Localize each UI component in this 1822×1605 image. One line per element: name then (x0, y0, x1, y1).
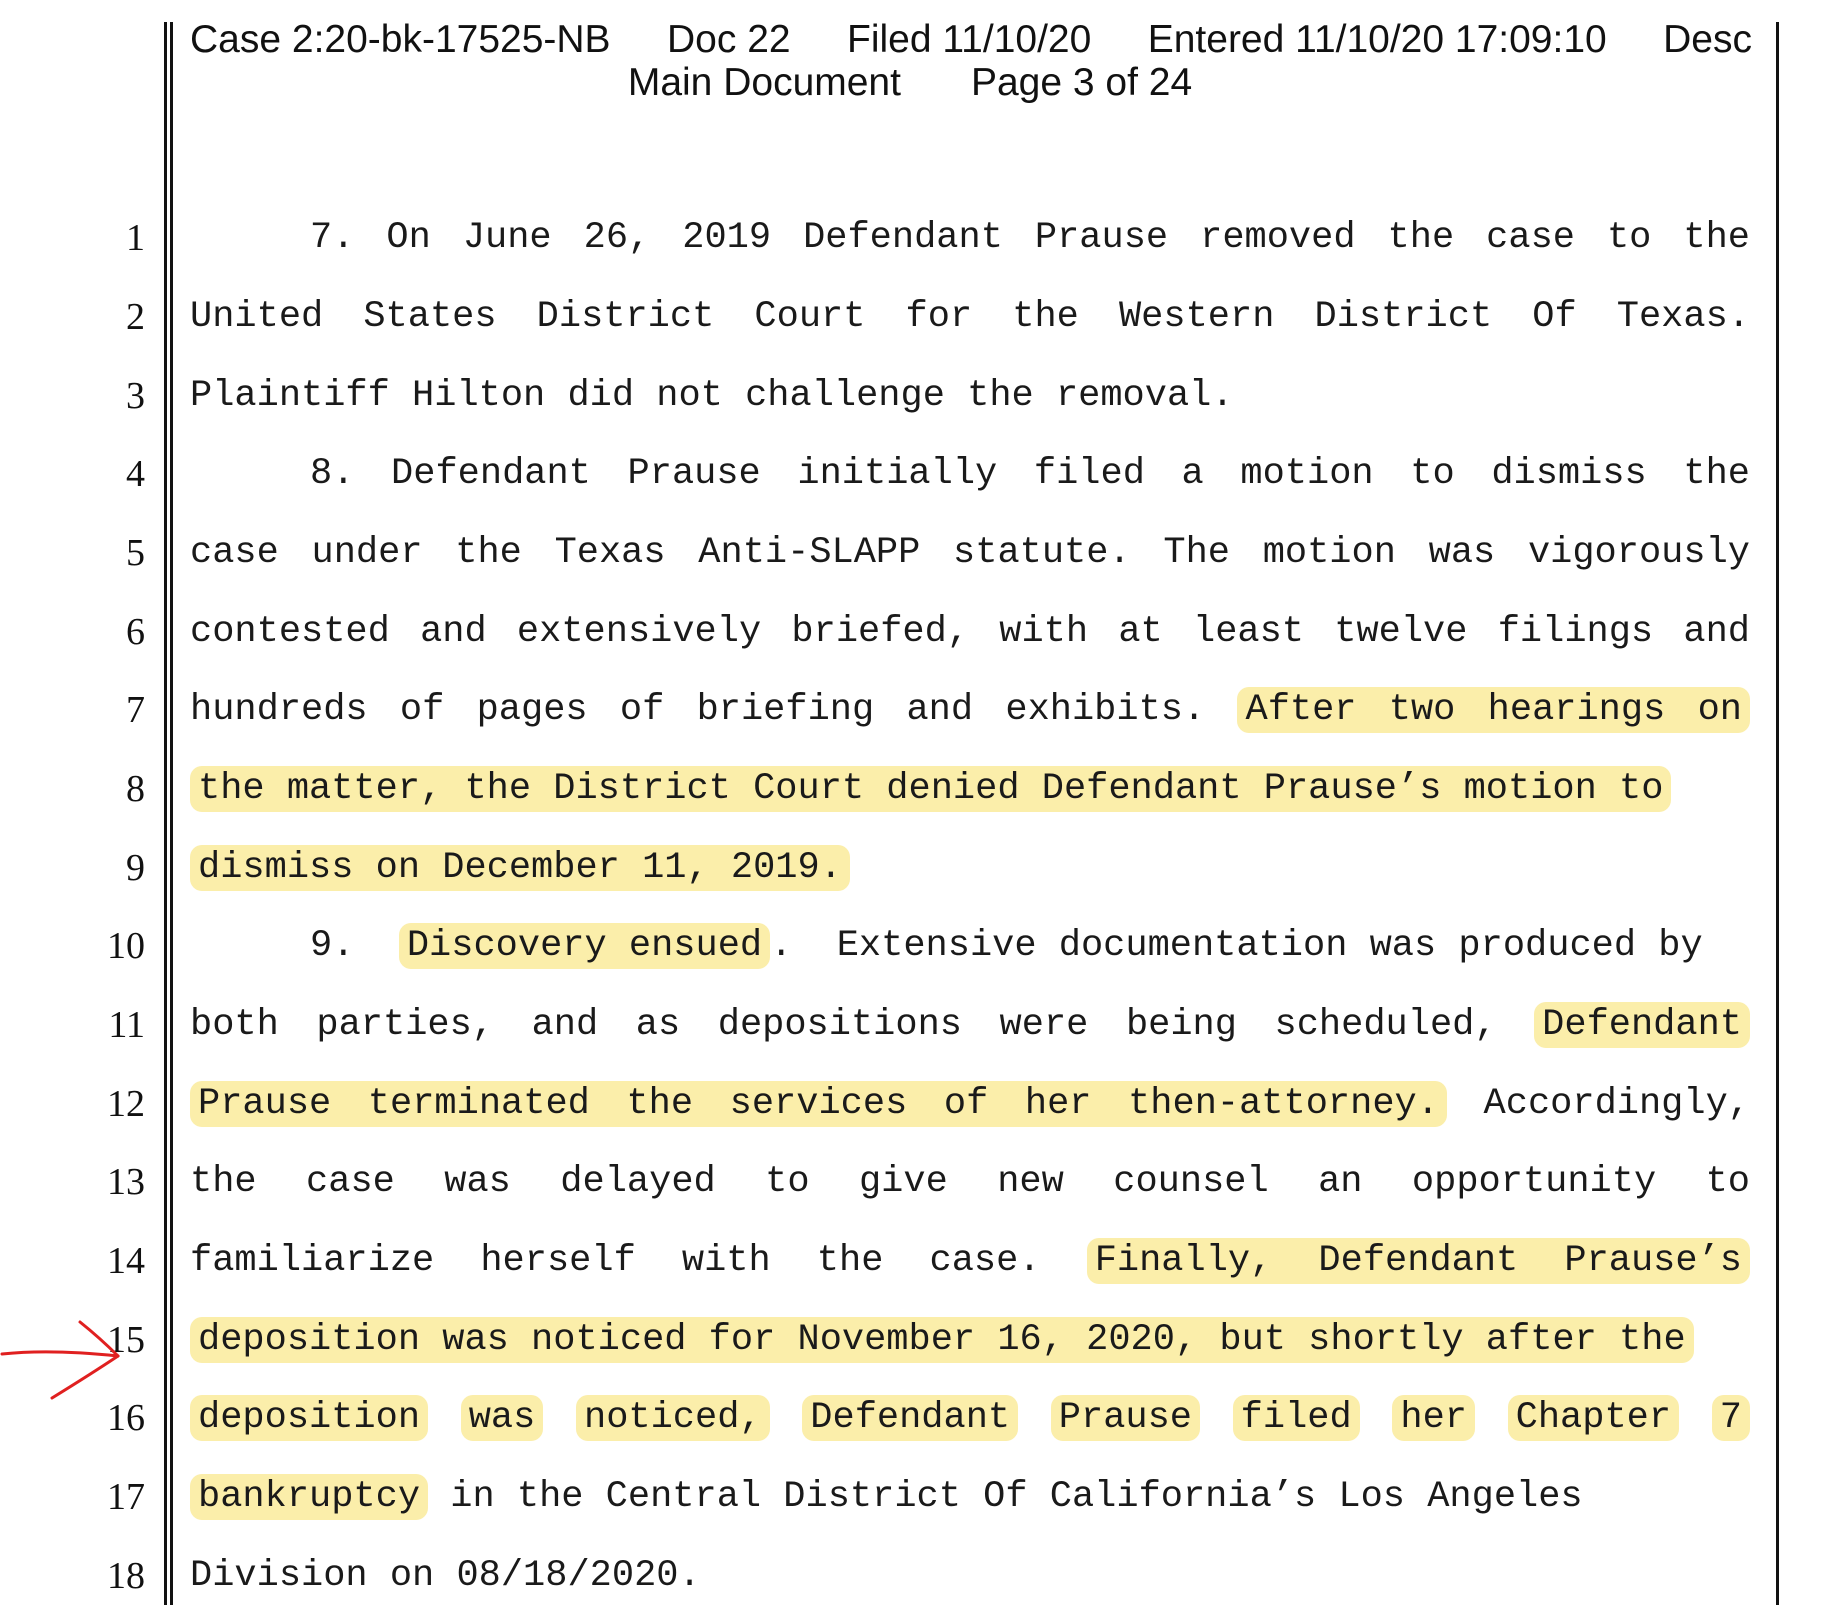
line-number: 13 (107, 1161, 145, 1203)
text-segment: in the Central District Of California’s Los Angeles (428, 1476, 1583, 1518)
line-number: 11 (108, 1004, 145, 1046)
text-line-1: 7. On June 26, 2019 Defendant Prause removed the case to the (310, 217, 1750, 259)
left-margin-rule-inner (170, 22, 173, 1605)
text-line-8 (190, 767, 1750, 811)
text-segment: both parties, and as depositions were being scheduled, (190, 1004, 1497, 1046)
text-segment: hundreds of pages of briefing and exhibits. (190, 689, 1206, 731)
highlighted-text: After two hearings on (1237, 687, 1750, 733)
highlighted-word: 7 (1712, 1395, 1750, 1441)
line-number: 15 (107, 1319, 145, 1361)
text-line-17 (190, 1475, 1750, 1519)
entered-date: Entered 11/10/20 17:09:10 (1147, 18, 1607, 61)
highlighted-word: Defendant (802, 1395, 1018, 1441)
doc-number: Doc 22 (667, 18, 791, 61)
highlighted-word: filed (1233, 1395, 1360, 1441)
highlighted-word: her (1392, 1395, 1475, 1441)
text-line-3: Plaintiff Hilton did not challenge the removal. (190, 375, 1234, 417)
highlighted-text: the matter, the District Court denied Defendant Prause’s motion to (190, 766, 1671, 812)
text-segment: . Extensive documentation was produced by (770, 925, 1703, 967)
line-number: 1 (126, 217, 145, 259)
ecf-header-row-2 (190, 61, 1770, 104)
text-line-18: Division on 08/18/2020. (190, 1555, 701, 1597)
text-line-4: 8. Defendant Prause initially filed a motion to dismiss the (310, 453, 1750, 495)
highlighted-text: Discovery ensued (399, 923, 770, 969)
line-number: 9 (126, 847, 145, 889)
text-segment: familiarize herself with the case. (190, 1240, 1041, 1282)
line-number: 4 (126, 453, 145, 495)
highlighted-text: deposition was noticed for November 16, 2020, but shortly after the (190, 1317, 1694, 1363)
text-line-10 (190, 924, 1750, 968)
line-number: 10 (107, 925, 145, 967)
main-document-label: Main Document (627, 61, 901, 104)
text-line-11 (190, 1003, 1750, 1047)
line-number: 17 (107, 1476, 145, 1518)
line-number: 3 (126, 375, 145, 417)
case-number: Case 2:20-bk-17525-NB (190, 18, 611, 61)
left-margin-rule (164, 22, 167, 1605)
highlighted-text: dismiss on December 11, 2019. (190, 845, 850, 891)
line-number: 5 (126, 532, 145, 574)
line-number: 2 (126, 296, 145, 338)
line-number: 14 (107, 1240, 145, 1282)
line-number: 7 (126, 689, 145, 731)
right-margin-rule (1776, 22, 1779, 1605)
ecf-header-row-1 (190, 18, 1770, 61)
text-line-6: contested and extensively briefed, with at least twelve filings and (190, 611, 1750, 653)
highlighted-word: was (461, 1395, 544, 1441)
line-number: 8 (126, 768, 145, 810)
highlighted-text: bankruptcy (190, 1474, 428, 1520)
text-line-7 (190, 688, 1750, 732)
text-line-5: case under the Texas Anti-SLAPP statute. The motion was vigorously (190, 532, 1750, 574)
text-line-2: United States District Court for the Western District Of Texas. (190, 296, 1750, 338)
highlighted-word: deposition (190, 1395, 428, 1441)
highlighted-word: noticed, (576, 1395, 770, 1441)
desc-label: Desc (1663, 18, 1752, 61)
line-number: 16 (107, 1397, 145, 1439)
filed-date: Filed 11/10/20 (847, 18, 1092, 61)
line-number: 6 (126, 611, 145, 653)
highlighted-word: Prause (1051, 1395, 1200, 1441)
line-number: 12 (107, 1083, 145, 1125)
highlighted-word: Chapter (1508, 1395, 1679, 1441)
line-number: 18 (107, 1555, 145, 1597)
highlighted-text: Defendant (1534, 1002, 1750, 1048)
highlighted-text: Prause terminated the services of her then-attorney. (190, 1081, 1447, 1127)
text-line-9 (190, 846, 1750, 890)
text-line-15 (190, 1318, 1750, 1362)
highlighted-text: Finally, Defendant Prause’s (1087, 1238, 1750, 1284)
text-line-16 (190, 1396, 1750, 1440)
text-line-14 (190, 1239, 1750, 1283)
ecf-header (190, 18, 1770, 104)
red-arrow-annotation (0, 1310, 130, 1420)
text-line-12 (190, 1082, 1750, 1126)
paragraph-number: 9. (310, 925, 355, 967)
text-segment: Accordingly, (1483, 1083, 1750, 1125)
page-indicator: Page 3 of 24 (970, 61, 1193, 104)
text-line-13: the case was delayed to give new counsel an opportunity to (190, 1161, 1750, 1203)
